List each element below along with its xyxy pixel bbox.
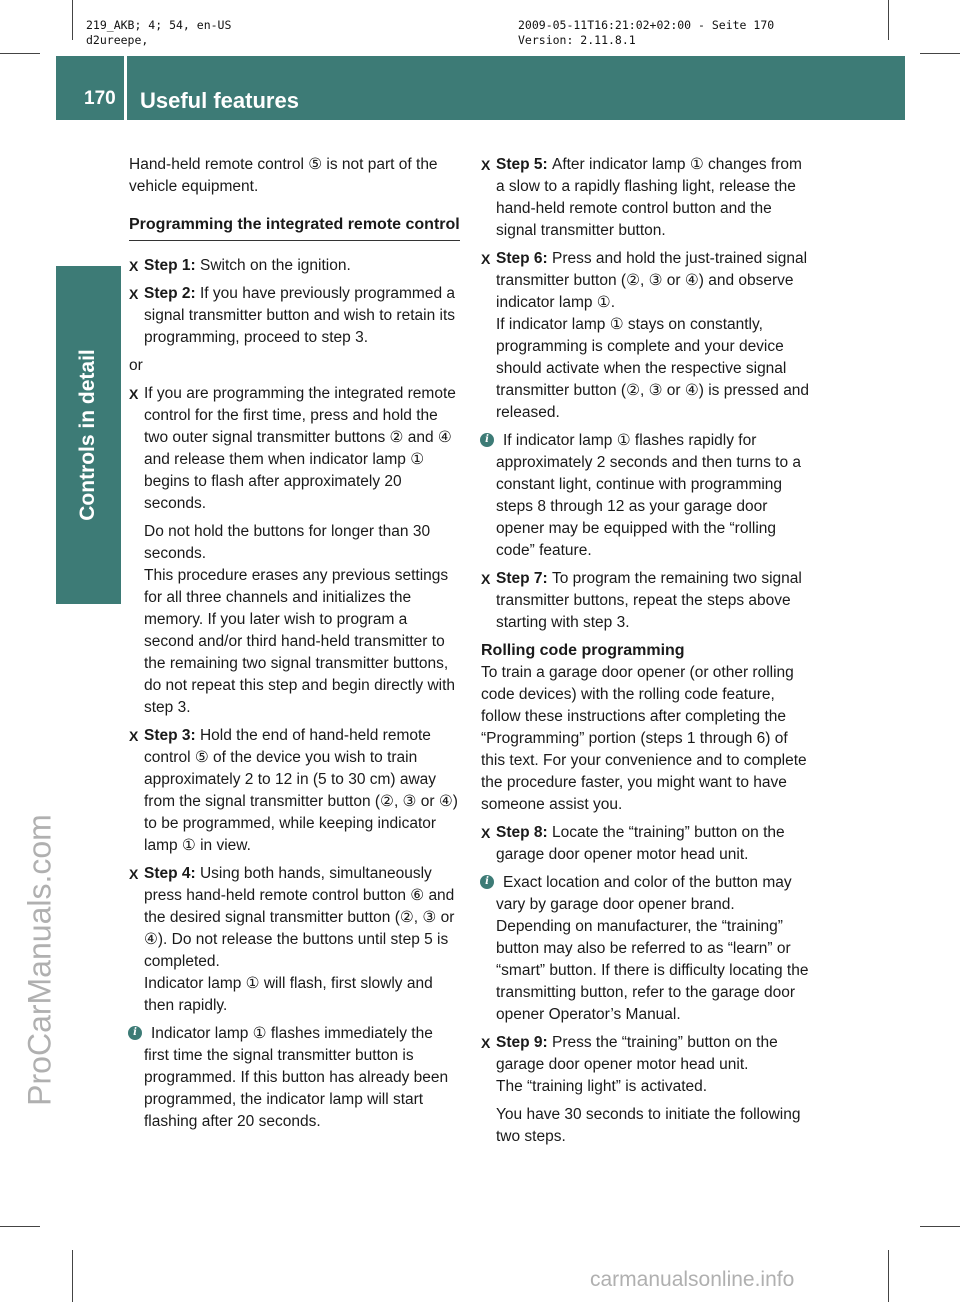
- step-continuation: [129, 521, 460, 719]
- step-text: After indicator lamp ① changes from a slow to a rapidly flashing light, release the hand-held remote control button and the signal transmitter button.: [496, 156, 802, 239]
- info-note: [481, 872, 813, 1026]
- step-text: Press and hold the just-trained signal transmitter button (②, ③ or ④) and observe indicator lamp ①.: [496, 250, 808, 311]
- step-item: [129, 255, 460, 277]
- step-text: Do not hold the buttons for longer than 30 seconds.: [144, 523, 431, 562]
- step-item: [481, 248, 813, 424]
- step-text: Hold the end of hand-held remote control ⑤ of the device you wish to train approximately 2 to 12 in (5 to 30 cm) away from the signal transmitter button (②, ③ or ④) to be programmed, while keeping indicator lamp ① in view.: [144, 727, 458, 854]
- crop-mark: [920, 53, 960, 54]
- crop-mark: [888, 0, 889, 40]
- step-item: [481, 568, 813, 634]
- crop-mark: [0, 1226, 40, 1227]
- step-item: [129, 863, 460, 1017]
- step-text: If you have previously programmed a signal transmitter button and wish to retain its programming, proceed to step 3.: [144, 285, 456, 346]
- step-text: You have 30 seconds to initiate the following two steps.: [496, 1106, 801, 1145]
- step-item: [129, 283, 460, 349]
- info-text: Exact location and color of the button may vary by garage door opener brand. Depending on manufacturer, the “training” button may also be referred to as “learn” or “smart” button. If there is difficulty locating the transmitting button, refer to the garage door opener Operator’s Manual.: [496, 874, 809, 1023]
- crop-mark: [920, 1226, 960, 1227]
- left-column: [129, 154, 460, 1139]
- crop-mark: [72, 0, 73, 40]
- step-label: Step 2:: [144, 285, 200, 302]
- step-item: [129, 383, 460, 515]
- paragraph-text: Hand-held remote control ⑤ is not part of the vehicle equipment.: [129, 156, 438, 195]
- page-number: 170: [84, 88, 116, 109]
- section-heading: [129, 214, 460, 241]
- step-label: Step 6:: [496, 250, 552, 267]
- step-label: Step 5:: [496, 156, 552, 173]
- page-title: Useful features: [140, 88, 299, 113]
- paragraph: [481, 662, 813, 816]
- watermark-side: ProCarManuals.com: [21, 814, 58, 1106]
- step-text: Press the “training” button on the garage door opener motor head unit.: [496, 1034, 778, 1073]
- info-text: If indicator lamp ① flashes rapidly for approximately 2 seconds and then turns to a constant light, continue with programming steps 8 through 12 as your garage door opener may be equipped with the “rolling code” feature.: [496, 432, 802, 559]
- watermark-bottom: carmanualsonline.info: [590, 1268, 795, 1291]
- step-label: Step 3:: [144, 727, 200, 744]
- step-continuation: [481, 1104, 813, 1148]
- crop-mark: [0, 53, 40, 54]
- step-text: Locate the “training” button on the garage door opener motor head unit.: [496, 824, 785, 863]
- print-meta-left: [86, 18, 231, 48]
- info-note: [129, 1023, 460, 1133]
- header-divider: [124, 56, 127, 120]
- paragraph-text: To train a garage door opener (or other rolling code devices) with the rolling code feature, follow these instructions after completing the “Programming” portion (steps 1 through 6) of this text. For your convenience and to complete the procedure faster, you might want to have someone assist you.: [481, 664, 807, 813]
- info-text-wrap: [496, 432, 801, 559]
- step-label: Step 7:: [496, 570, 552, 587]
- step-item: [481, 1032, 813, 1098]
- step-text: Indicator lamp ① will flash, first slowly and then rapidly.: [144, 975, 433, 1014]
- info-note: [481, 430, 813, 562]
- step-text: The “training light” is activated.: [496, 1078, 708, 1095]
- step-text: This procedure erases any previous settings for all three channels and initializes the memory. If you later wish to program a second and/or third hand-held transmitter to the remaining two signal transmitter buttons, do not repeat this step and begin directly with step 3.: [144, 567, 456, 716]
- step-item: [481, 822, 813, 866]
- step-label: Step 4:: [144, 865, 200, 882]
- meta-left-line2: d2ureepe,: [86, 33, 149, 47]
- step-text: If indicator lamp ① stays on constantly, programming is complete and your device should activate when the respective signal transmitter button (②, ③ or ④) is pressed and released.: [496, 316, 810, 421]
- info-icon: i: [480, 875, 494, 889]
- crop-mark: [888, 1250, 889, 1302]
- section-heading-text: Rolling code programming: [481, 642, 685, 659]
- step-item: [481, 154, 813, 242]
- paragraph: [129, 154, 460, 198]
- step-text: If you are programming the integrated remote control for the first time, press and hold the two outer signal transmitter buttons ② and ④ and release them when indicator lamp ① begins to flash after approximately 20 seconds.: [144, 385, 456, 512]
- info-text-wrap: [496, 874, 808, 1023]
- step-text: Switch on the ignition.: [199, 257, 351, 274]
- step-text: To program the remaining two signal transmitter buttons, repeat the steps above starting with step 3.: [496, 570, 802, 631]
- info-text-wrap: [144, 1025, 448, 1130]
- section-heading: [481, 640, 813, 662]
- print-meta-right: [518, 18, 774, 48]
- step-label: Step 1:: [144, 257, 200, 274]
- step-text: Using both hands, simultaneously press hand-held remote control button ⑥ and the desired signal transmitter button (②, ③ or ④). Do not release the buttons until step 5 is completed.: [144, 865, 455, 970]
- info-icon: i: [128, 1026, 142, 1040]
- meta-left-line1: 219_AKB; 4; 54, en-US: [86, 18, 232, 32]
- meta-right-line1: 2009-05-11T16:21:02+02:00 - Seite 170: [518, 18, 775, 32]
- section-heading-text: Programming the integrated remote control: [129, 216, 460, 233]
- paragraph-text: or: [129, 357, 143, 374]
- step-item: [129, 725, 460, 857]
- meta-right-line2: Version: 2.11.8.1: [518, 33, 636, 47]
- crop-mark: [72, 1250, 73, 1302]
- info-icon: i: [480, 433, 494, 447]
- paragraph: [129, 355, 460, 377]
- step-label: Step 9:: [496, 1034, 552, 1051]
- right-column: [481, 154, 813, 1154]
- sidebar-label: Controls in detail: [76, 349, 99, 521]
- step-label: Step 8:: [496, 824, 552, 841]
- info-text: Indicator lamp ① flashes immediately the first time the signal transmitter button is programmed. If this button has already been programmed, the indicator lamp will start flashing after 20 seconds.: [144, 1025, 449, 1130]
